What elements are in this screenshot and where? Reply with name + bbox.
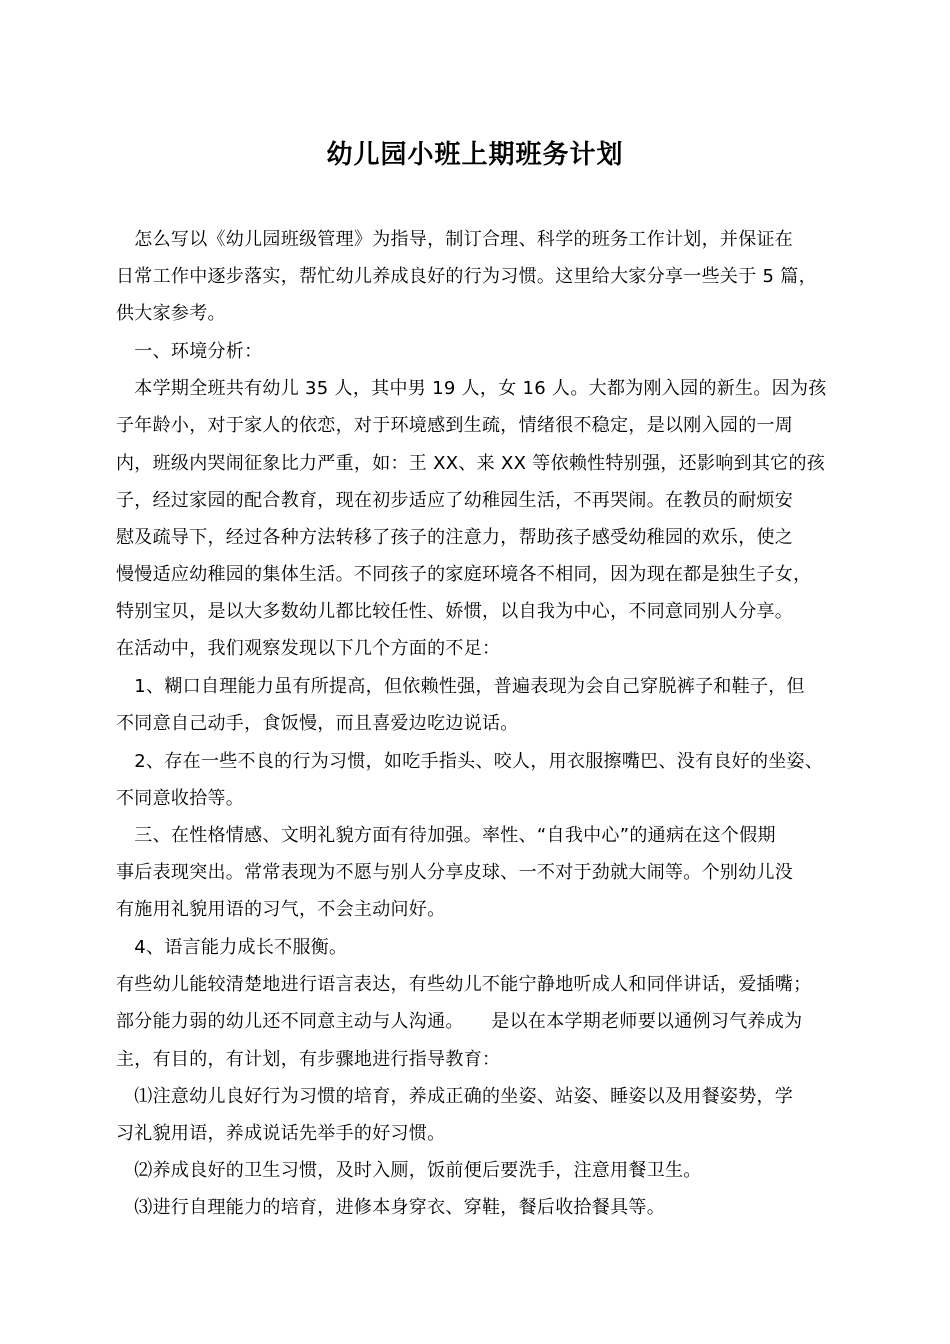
document-title: 幼儿园小班上期班务计划 [326, 140, 624, 170]
paragraph-line: 特别宝贝，是以大多数幼儿都比较任性、娇惯，以自我为中心，不同意同别人分享。 [116, 601, 794, 622]
paragraph-line: 怎么写以《幼儿园班级管理》为指导，制订合理、科学的班务工作计划，并保证在 [116, 229, 794, 250]
list-item-line: 习礼貌用语，养成说话先举手的好习惯。 [116, 1123, 446, 1144]
paragraph-line: 部分能力弱的幼儿还不同意主动与人沟通。 是以在本学期老师要以通例习气养成为 [116, 1011, 803, 1032]
paragraph-line: 慢慢适应幼稚园的集体生活。不同孩子的家庭环境各不相同，因为现在都是独生子女， [116, 564, 812, 585]
list-item-line: ⑴注意幼儿良好行为习惯的培育，养成正确的坐姿、站姿、睡姿以及用餐姿势，学 [116, 1086, 794, 1107]
paragraph-line: 子，经过家园的配合教育，现在初步适应了幼稚园生活，不再哭闹。在教员的耐烦安 [116, 490, 794, 511]
section-heading: 一、环境分析： [116, 341, 263, 362]
list-item-line: 有施用礼貌用语的习气，不会主动问好。 [116, 899, 446, 920]
list-item-line: 事后表现突出。常常表现为不愿与别人分享皮球、一不对于劲就大闹等。个别幼儿没 [116, 862, 794, 883]
paragraph-line: 内，班级内哭闹征象比力严重，如：王 XX、来 XX 等依赖性特别强，还影响到其它的孩 [116, 453, 826, 474]
list-item-line: 4、语言能力成长不服衡。 [116, 937, 348, 958]
paragraph-line: 有些幼儿能较清楚地进行语言表达，有些幼儿不能宁静地听成人和同伴讲话，爱插嘴； [116, 974, 812, 995]
paragraph-line: 主，有目的，有计划，有步骤地进行指导教育： [116, 1049, 501, 1070]
paragraph-line: 子年龄小，对于家人的依恋，对于环境感到生疏，情绪很不稳定，是以刚入园的一周 [116, 415, 794, 436]
list-item-line: 三、在性格情感、文明礼貌方面有待加强。率性、“自我中心”的通病在这个假期 [116, 825, 776, 846]
list-item-line: 不同意自己动手，食饭慢，而且喜爱边吃边说话。 [116, 713, 519, 734]
paragraph-line: 在活动中，我们观察发现以下几个方面的不足： [116, 638, 501, 659]
paragraph-line: 本学期全班共有幼儿 35 人，其中男 19 人，女 16 人。大都为刚入园的新生。因为孩 [116, 378, 827, 399]
list-item-line: ⑶进行自理能力的培育，进修本身穿衣、穿鞋，餐后收拾餐具等。 [116, 1197, 665, 1218]
list-item-line: ⑵养成良好的卫生习惯，及时入厕，饭前便后要洗手，注意用餐卫生。 [116, 1160, 702, 1181]
paragraph-line: 日常工作中逐步落实，帮忙幼儿养成良好的行为习惯。这里给大家分享一些关于 5 篇， [116, 266, 817, 287]
list-item-line: 2、存在一些不良的行为习惯，如吃手指头、咬人，用衣服擦嘴巴、没有良好的坐姿、 [116, 751, 824, 772]
list-item-line: 不同意收拾等。 [116, 788, 245, 809]
paragraph-line: 慰及疏导下，经过各种方法转移了孩子的注意力，帮助孩子感受幼稚园的欢乐，使之 [116, 527, 794, 548]
paragraph-line: 供大家参考。 [116, 303, 226, 324]
list-item-line: 1、糊口自理能力虽有所提高，但依赖性强，普遍表现为会自己穿脱裤子和鞋子，但 [116, 676, 805, 697]
